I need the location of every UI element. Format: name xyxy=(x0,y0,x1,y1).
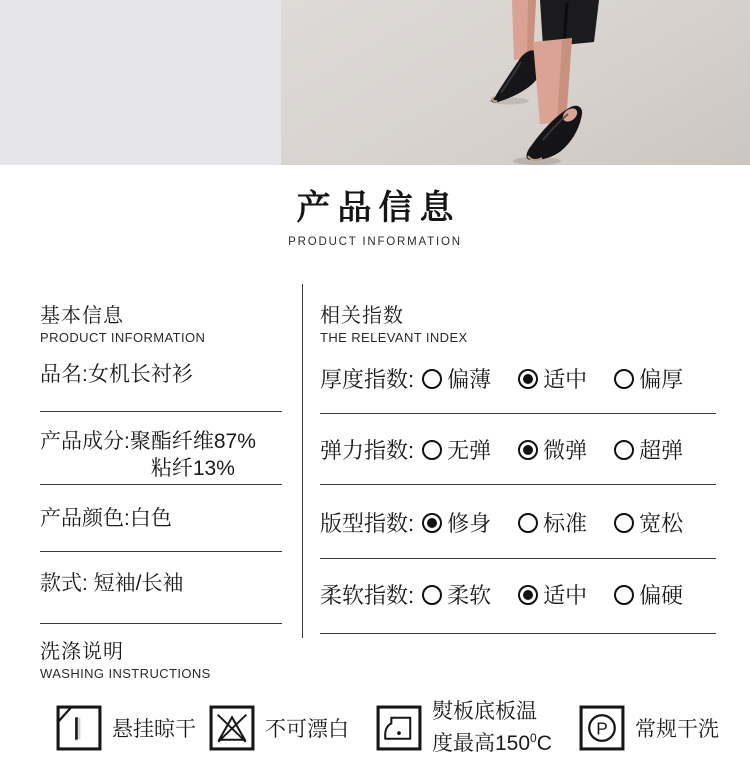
thickness-label: 厚度指数: xyxy=(320,367,415,392)
product-name-value: 女机长衬衫 xyxy=(87,363,193,386)
option-slim-fit: 修身 xyxy=(422,507,491,538)
option-thin: 偏薄 xyxy=(422,363,491,394)
option-super-stretch: 超弹 xyxy=(614,434,683,465)
iron-temp-label: 熨板底板温 度最高$150^0C$ xyxy=(432,699,552,755)
elasticity-label: 弹力指数: xyxy=(320,438,415,463)
composition-value: 聚酯纤维87% 粘纤13% xyxy=(129,430,256,480)
radio-icon xyxy=(422,585,442,605)
page-title-block xyxy=(0,186,750,248)
wash-item-no-bleach xyxy=(208,702,349,753)
radio-icon xyxy=(614,369,634,389)
elasticity-index-row xyxy=(320,414,716,485)
option-medium-softness: 适中 xyxy=(518,579,587,610)
dry-clean-icon xyxy=(578,704,626,752)
washing-heading: 洗涤说明 xyxy=(40,641,124,663)
column-divider xyxy=(302,284,303,638)
composition-row xyxy=(40,412,282,485)
color-value: 白色 xyxy=(129,507,172,530)
radio-icon xyxy=(518,585,538,605)
radio-icon xyxy=(422,513,442,533)
radio-icon xyxy=(614,513,634,533)
washing-heading-en: WASHING INSTRUCTIONS xyxy=(40,666,211,681)
page-title: 产品信息 xyxy=(296,189,461,227)
option-thick: 偏厚 xyxy=(614,363,683,394)
page-title-en: PRODUCT INFORMATION xyxy=(288,236,462,248)
wash-item-hang-dry xyxy=(55,702,196,753)
product-name-label: 品名: xyxy=(40,363,88,386)
no-bleach-icon xyxy=(208,704,256,752)
hang-dry-label: 悬挂晾干 xyxy=(112,717,196,741)
option-soft: 柔软 xyxy=(422,579,491,610)
radio-icon xyxy=(422,369,442,389)
style-label: 款式: xyxy=(40,572,94,595)
option-loose-fit: 宽松 xyxy=(614,507,683,538)
radio-icon xyxy=(518,513,538,533)
basic-info-heading: 基本信息 xyxy=(40,305,124,327)
hero-banner xyxy=(0,0,750,165)
style-value: 短袖/长袖 xyxy=(93,572,184,595)
wash-item-dry-clean xyxy=(578,702,719,753)
radio-icon xyxy=(614,440,634,460)
model-legs-photo xyxy=(281,0,750,165)
no-bleach-label: 不可漂白 xyxy=(265,717,349,741)
composition-label: 产品成分: xyxy=(40,430,130,453)
index-heading-en: THE RELEVANT INDEX xyxy=(320,330,468,345)
index-heading: 相关指数 xyxy=(320,305,404,327)
iron-temp-icon xyxy=(375,704,423,752)
hero-left-panel xyxy=(0,0,281,165)
index-section xyxy=(320,303,716,634)
softness-index-row xyxy=(320,559,716,634)
svg-text:P: P xyxy=(596,718,608,739)
washing-icons-row xyxy=(0,699,750,762)
thickness-index-row xyxy=(320,346,716,414)
fit-index-row xyxy=(320,485,716,559)
radio-icon xyxy=(422,440,442,460)
option-hard: 偏硬 xyxy=(614,579,683,610)
style-row xyxy=(40,552,282,624)
basic-info-heading-en: PRODUCT INFORMATION xyxy=(40,330,206,345)
wash-item-iron-temp xyxy=(375,699,552,755)
color-label: 产品颜色: xyxy=(40,507,130,530)
option-standard-fit: 标准 xyxy=(518,507,587,538)
basic-info-section xyxy=(40,303,282,682)
fit-label: 版型指数: xyxy=(320,511,415,536)
option-medium-thickness: 适中 xyxy=(518,363,587,394)
option-slight-stretch: 微弹 xyxy=(518,434,587,465)
color-row xyxy=(40,485,282,552)
dry-clean-label: 常规干洗 xyxy=(635,717,719,741)
hang-dry-icon xyxy=(55,704,103,752)
product-name-row xyxy=(40,346,282,412)
radio-icon xyxy=(518,440,538,460)
option-no-stretch: 无弹 xyxy=(422,434,491,465)
softness-label: 柔软指数: xyxy=(320,583,415,608)
hero-photo xyxy=(281,0,750,165)
radio-icon xyxy=(518,369,538,389)
radio-icon xyxy=(614,585,634,605)
